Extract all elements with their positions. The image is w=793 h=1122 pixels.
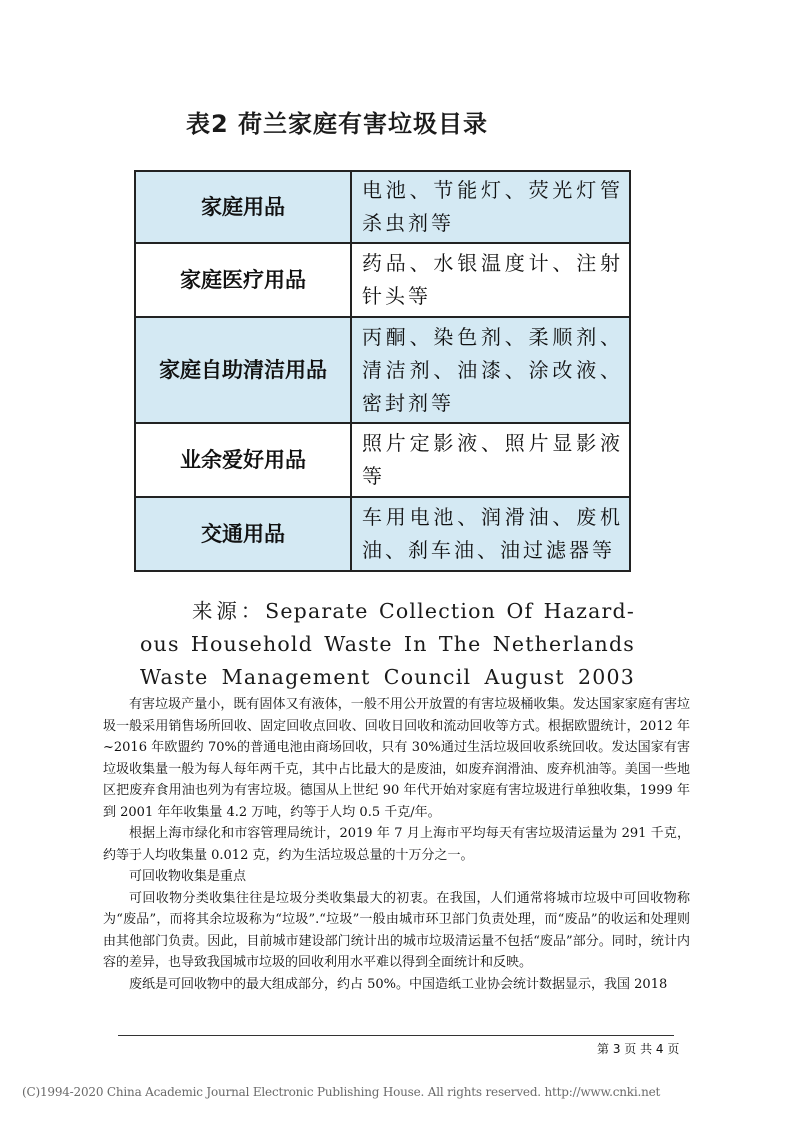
paragraph: 可回收物分类收集往往是垃圾分类收集最大的初衷。在我国，人们通常将城市垃圾中可回收物称为“废品”，而将其余垃圾称为“垃圾”.“垃圾”一般由城市环卫部门负责处理，而“废品”的收运和处理则由其他部门负责。因此，目前城市建设部门统计出的城市垃圾清运量不包括“废品”部分。同时，统计内容的差异，也导致我国城市垃圾的回收利用水平难以得到全面统计和反映。 xyxy=(103,890,690,970)
hazardous-waste-table xyxy=(134,170,631,572)
table-row xyxy=(135,497,630,571)
items-cell: 电池、节能灯、荧光灯管杀虫剂等 xyxy=(351,171,630,243)
category-cell: 家庭自助清洁用品 xyxy=(135,317,351,423)
paragraph: 有害垃圾产量小，既有固体又有液体，一般不用公开放置的有害垃圾桶收集。发达国家家庭有害垃圾一般采用销售场所回收、固定回收点回收、回收日回收和流动回收等方式。根据欧盟统计，2012 年~2016 年欧盟约 70%的普通电池由商场回收，只有 30%通过生活垃圾回收系统回收。发达国家有害垃圾收集量一般为每人每年两千克，其中占比最大的是废油，如废弃润滑油、废弃机油等。美国一些地区把废弃食用油也列为有害垃圾。德国从上世纪 90 年代开始对家庭有害垃圾进行单独收集，1999 年到 2001 年年收集量 4.2 万吨，约等于人均 0.5 千克/年。 xyxy=(103,697,690,820)
items-cell: 照片定影液、照片显影液等 xyxy=(351,423,630,497)
table-row xyxy=(135,423,630,497)
table-title: 表2 荷兰家庭有害垃圾目录 xyxy=(186,110,489,138)
items-cell: 丙酮、染色剂、柔顺剂、清洁剂、油漆、涂改液、密封剂等 xyxy=(351,317,630,423)
paragraph: 根据上海市绿化和市容管理局统计，2019 年 7 月上海市平均每天有害垃圾清运量为 291 千克，约等于人均收集量 0.012 克，约为生活垃圾总量的十万分之一。 xyxy=(103,826,690,863)
category-cell: 业余爱好用品 xyxy=(135,423,351,497)
table-row xyxy=(135,171,630,243)
paragraph: 废纸是可回收物中的最大组成部分，约占 50%。中国造纸工业协会统计数据显示，我国 2018 xyxy=(129,976,668,992)
page-number: 第 3 页 共 4 页 xyxy=(597,1042,680,1056)
footer-divider xyxy=(118,1035,674,1036)
category-cell: 交通用品 xyxy=(135,497,351,571)
table-row xyxy=(135,317,630,423)
table-source xyxy=(140,595,635,694)
body-text xyxy=(103,694,690,995)
source-line: 来源：Separate Collection Of Hazard- xyxy=(192,599,635,623)
category-cell: 家庭用品 xyxy=(135,171,351,243)
copyright-notice: (C)1994-2020 China Academic Journal Electronic Publishing House. All rights reserved. http://www.cnki.net xyxy=(22,1085,661,1099)
category-cell: 家庭医疗用品 xyxy=(135,243,351,317)
table-row xyxy=(135,243,630,317)
source-line: ous Household Waste In The Netherlands xyxy=(140,632,635,656)
source-line: Waste Management Council August 2003 xyxy=(140,665,635,689)
section-heading: 可回收物收集是重点 xyxy=(129,869,247,884)
items-cell: 药品、水银温度计、注射针头等 xyxy=(351,243,630,317)
items-cell: 车用电池、润滑油、废机油、刹车油、油过滤器等 xyxy=(351,497,630,571)
